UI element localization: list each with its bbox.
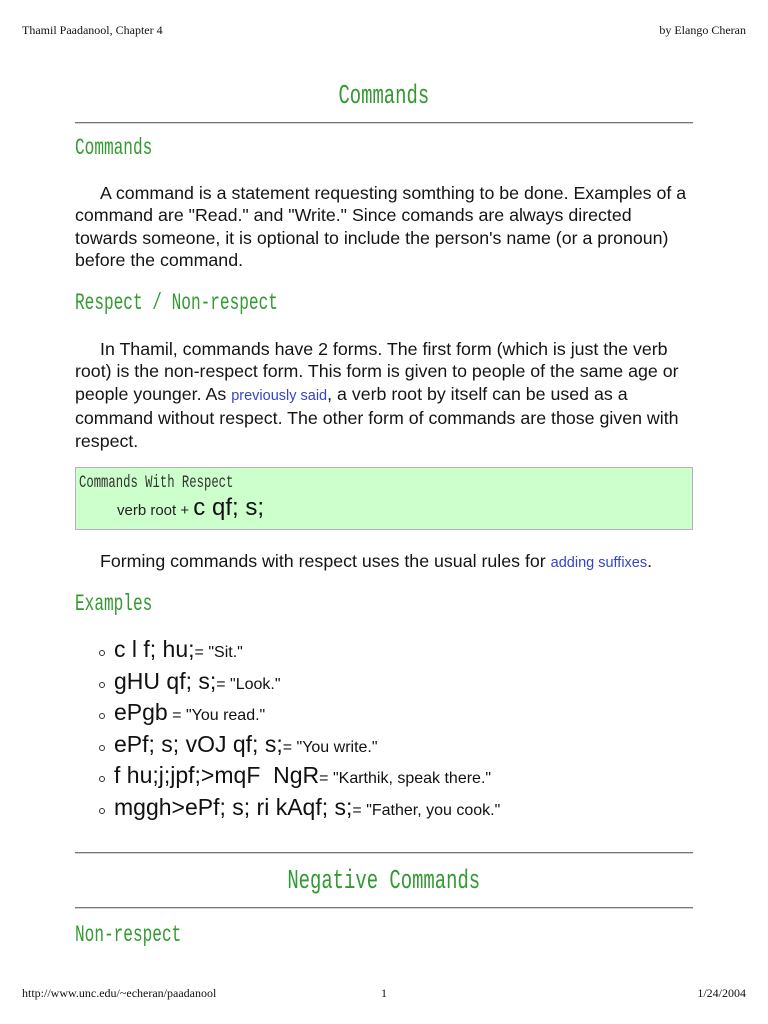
list-item xyxy=(75,666,693,698)
page-title-text: Commands xyxy=(338,82,430,112)
horizontal-rule xyxy=(75,907,693,909)
forming-note xyxy=(100,550,652,574)
header-doc-title: Thamil Paadanool, Chapter 4 xyxy=(22,23,163,37)
list-item xyxy=(75,760,693,792)
tamil-text: mggh>ePf; s; ri kAqf; s; xyxy=(114,793,353,820)
english-translation: = "Sit." xyxy=(194,644,243,661)
bullet-icon xyxy=(99,808,105,814)
english-translation: = "Karthik, speak there." xyxy=(319,770,492,788)
forming-note-text: Forming commands with respect uses the usual rules for xyxy=(100,551,551,571)
bullet-icon xyxy=(99,650,105,656)
negative-commands-title xyxy=(0,868,768,896)
formula-box xyxy=(75,467,693,530)
adding-suffixes-link[interactable]: adding suffixes xyxy=(550,555,648,571)
footer-url: http://www.unc.edu/~echeran/paadanool xyxy=(22,986,217,1000)
bullet-icon xyxy=(99,713,105,719)
tamil-text: ePgb xyxy=(114,699,168,726)
section-heading-non-respect xyxy=(75,923,227,947)
section-heading-text: Non-respect xyxy=(75,922,182,948)
list-item xyxy=(75,634,693,666)
horizontal-rule xyxy=(75,122,693,124)
forming-note-end: . xyxy=(647,551,653,571)
paragraph-text: , a verb root by itself can be used as a command without respect. The other form of commands are those given with respect. xyxy=(75,383,679,451)
section-heading-text: Respect / Non-respect xyxy=(75,290,278,316)
section-heading-respect xyxy=(75,291,365,315)
previously-said-link[interactable]: previously said xyxy=(231,387,328,404)
english-translation: = "You read." xyxy=(167,707,266,725)
examples-list xyxy=(75,634,693,824)
bullet-icon xyxy=(99,776,105,782)
list-item xyxy=(75,792,693,824)
commands-paragraph: A command is a statement requesting somthing to be done. Examples of a command are "Read." and "Write." Since comands are always directed towards someone, it is optional to include the person's name (or a pronoun) before the command. xyxy=(75,183,687,271)
page-title xyxy=(0,83,768,111)
bullet-icon xyxy=(99,682,105,688)
formula xyxy=(117,493,264,523)
section-heading-commands xyxy=(75,136,185,160)
english-translation: = "Look." xyxy=(216,675,281,693)
footer-date: 1/24/2004 xyxy=(697,986,746,1000)
list-item xyxy=(75,729,693,761)
section-heading-examples xyxy=(75,592,185,616)
formula-box-heading-text: Commands With Respect xyxy=(79,473,234,493)
english-translation: = "You write." xyxy=(282,738,378,756)
tamil-text: f hu;j;jpf;>mqF NgR xyxy=(114,762,320,789)
respect-paragraph xyxy=(75,338,695,452)
tamil-text: c l f; hu; xyxy=(114,636,195,662)
horizontal-rule xyxy=(75,852,693,854)
footer-page-number: 1 xyxy=(381,986,387,1000)
section-heading-text: Examples xyxy=(75,591,153,617)
list-item xyxy=(75,697,693,729)
negative-commands-title-text: Negative Commands xyxy=(287,867,481,897)
formula-suffix: c qf; s; xyxy=(193,494,264,521)
tamil-text: gHU qf; s; xyxy=(114,667,217,694)
bullet-icon xyxy=(99,745,105,751)
tamil-text: ePf; s; vOJ qf; s; xyxy=(114,730,283,757)
formula-label: verb root + xyxy=(117,502,194,519)
header-author: by Elango Cheran xyxy=(659,23,746,37)
section-heading-text: Commands xyxy=(75,135,153,161)
english-translation: = "Father, you cook." xyxy=(352,801,501,819)
formula-box-heading xyxy=(79,473,300,493)
paragraph-text: In Thamil, commands have 2 forms. The first form (which is just the verb root) is the non-respect form. This form is given to people of the same age or people younger. As xyxy=(75,339,679,404)
